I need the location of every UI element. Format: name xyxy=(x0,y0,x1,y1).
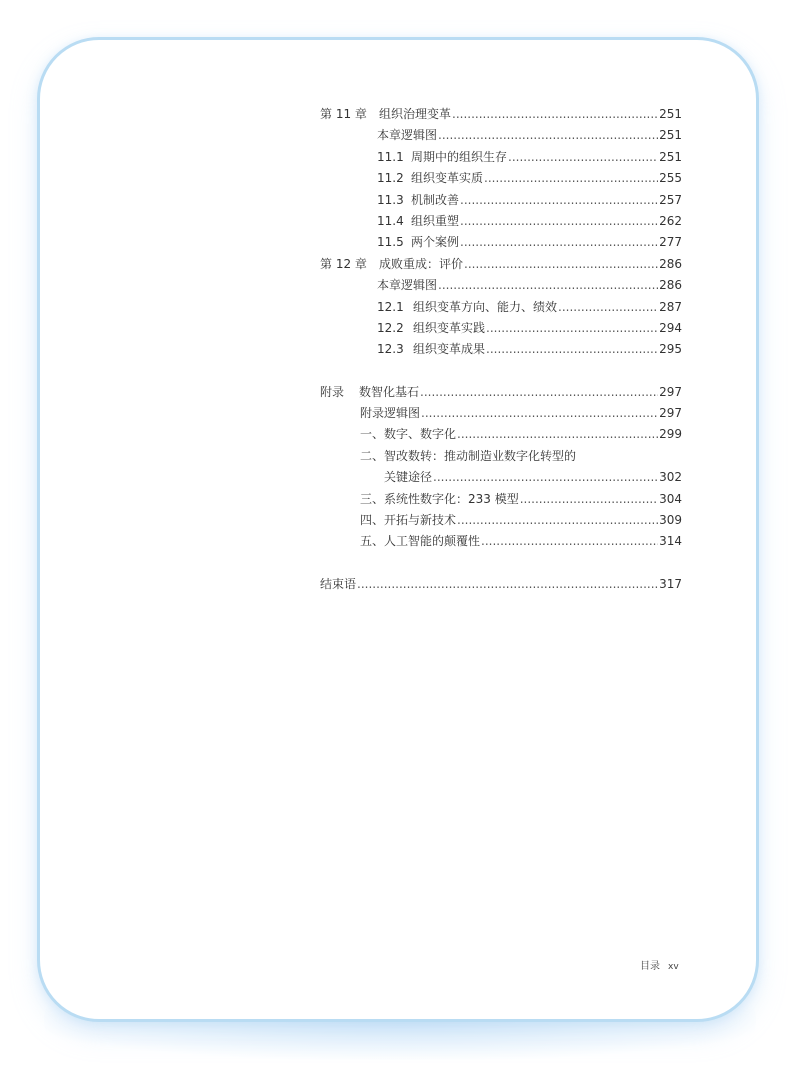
entry-title: 关键途径 xyxy=(384,470,433,485)
chapter-title: 组织治理变革 xyxy=(379,107,452,121)
chapter-title: 成败重成：评价 xyxy=(379,256,464,271)
page-number: 277 xyxy=(659,235,682,250)
section-spacer xyxy=(320,553,682,574)
section-number: 11.5 xyxy=(377,235,404,250)
entry-title: 五、人工智能的颠覆性 xyxy=(360,534,481,549)
toc-entry[interactable] xyxy=(320,489,682,510)
toc-entry[interactable] xyxy=(320,125,682,146)
entry-title: 一、数字、数字化 xyxy=(360,427,457,442)
entry-title: 附录逻辑图 xyxy=(360,406,421,421)
toc-section-12-3[interactable] xyxy=(320,339,682,360)
dot-leader xyxy=(486,318,658,339)
dot-leader xyxy=(464,254,658,275)
dot-leader xyxy=(486,339,658,360)
page-number: 257 xyxy=(659,192,682,207)
page-number: 262 xyxy=(659,213,682,228)
footer-label: 目录 xyxy=(640,961,660,972)
conclusion-title: 结束语 xyxy=(320,576,357,591)
dot-leader xyxy=(460,232,658,253)
page-number: 286 xyxy=(659,278,682,293)
toc-section-11-3[interactable] xyxy=(320,190,682,211)
toc-section-12-1[interactable] xyxy=(320,297,682,318)
footer-page-number: xv xyxy=(668,962,679,972)
section-number: 11.3 xyxy=(377,192,404,207)
page-number: 251 xyxy=(659,128,682,143)
dot-leader xyxy=(457,510,658,531)
page-number: 286 xyxy=(659,256,682,271)
entry-title: 本章逻辑图 xyxy=(377,278,438,293)
page-footer xyxy=(640,957,679,972)
entry-title: 组织变革实践 xyxy=(413,320,486,335)
entry-title: 组织变革方向、能力、绩效 xyxy=(413,299,558,314)
dot-leader xyxy=(421,403,658,424)
toc-chapter-12[interactable] xyxy=(320,254,682,275)
toc-entry-continued[interactable] xyxy=(320,467,682,488)
page-number: 294 xyxy=(659,320,682,335)
page-number: 251 xyxy=(659,107,682,121)
section-number: 12.1 xyxy=(377,299,404,314)
dot-leader xyxy=(357,574,658,595)
section-number: 11.1 xyxy=(377,149,404,164)
page-number: 302 xyxy=(659,470,682,485)
chapter-number: 第 12 章 xyxy=(320,256,367,271)
page-number: 309 xyxy=(659,513,682,528)
entry-title: 周期中的组织生存 xyxy=(411,149,508,164)
dot-leader xyxy=(484,168,658,189)
toc-entry[interactable] xyxy=(320,403,682,424)
page-number: 297 xyxy=(659,384,682,399)
dot-leader xyxy=(558,297,658,318)
dot-leader xyxy=(460,211,658,232)
section-number: 11.4 xyxy=(377,213,404,228)
dot-leader xyxy=(438,275,658,296)
section-spacer xyxy=(320,361,682,382)
dot-leader xyxy=(457,424,658,445)
page-number: 304 xyxy=(659,491,682,506)
section-number: 12.2 xyxy=(377,320,404,335)
toc-section-11-1[interactable] xyxy=(320,147,682,168)
toc-appendix[interactable] xyxy=(320,382,682,403)
page-number: 251 xyxy=(659,149,682,164)
entry-title: 两个案例 xyxy=(411,235,460,250)
toc-section-12-2[interactable] xyxy=(320,318,682,339)
page-number: 287 xyxy=(659,299,682,314)
entry-title: 机制改善 xyxy=(411,192,460,207)
entry-title: 本章逻辑图 xyxy=(377,128,438,143)
page-number: 314 xyxy=(659,534,682,549)
section-number: 11.2 xyxy=(377,171,404,186)
page-number: 317 xyxy=(659,576,682,591)
dot-leader xyxy=(481,531,658,552)
toc-section-11-5[interactable] xyxy=(320,232,682,253)
page-number: 299 xyxy=(659,427,682,442)
toc-section-11-4[interactable] xyxy=(320,211,682,232)
dot-leader xyxy=(420,382,658,403)
page-number: 297 xyxy=(659,406,682,421)
page-number: 295 xyxy=(659,342,682,357)
dot-leader xyxy=(460,190,658,211)
entry-title: 组织变革成果 xyxy=(413,342,486,357)
dot-leader xyxy=(508,147,658,168)
toc-conclusion[interactable] xyxy=(320,574,682,595)
table-of-contents xyxy=(320,104,682,595)
toc-chapter-11[interactable] xyxy=(320,104,682,125)
toc-entry[interactable] xyxy=(320,424,682,445)
section-number: 12.3 xyxy=(377,342,404,357)
toc-entry[interactable] xyxy=(320,531,682,552)
entry-title: 四、开拓与新技术 xyxy=(360,513,457,528)
toc-entry[interactable] xyxy=(320,510,682,531)
toc-entry[interactable] xyxy=(320,275,682,296)
toc-section-11-2[interactable] xyxy=(320,168,682,189)
entry-title: 三、系统性数字化：233 模型 xyxy=(360,491,519,506)
chapter-number: 第 11 章 xyxy=(320,107,367,121)
dot-leader xyxy=(438,125,658,146)
appendix-label: 附录 xyxy=(320,384,345,399)
appendix-title: 数智化基石 xyxy=(359,384,420,399)
entry-title: 二、智改数转：推动制造业数字化转型的 xyxy=(360,448,577,463)
page-number: 255 xyxy=(659,171,682,186)
dot-leader xyxy=(433,467,658,488)
dot-leader xyxy=(452,104,658,125)
entry-title: 组织变革实质 xyxy=(411,171,484,186)
dot-leader xyxy=(520,489,658,510)
toc-entry[interactable] xyxy=(320,446,682,467)
entry-title: 组织重塑 xyxy=(411,213,460,228)
